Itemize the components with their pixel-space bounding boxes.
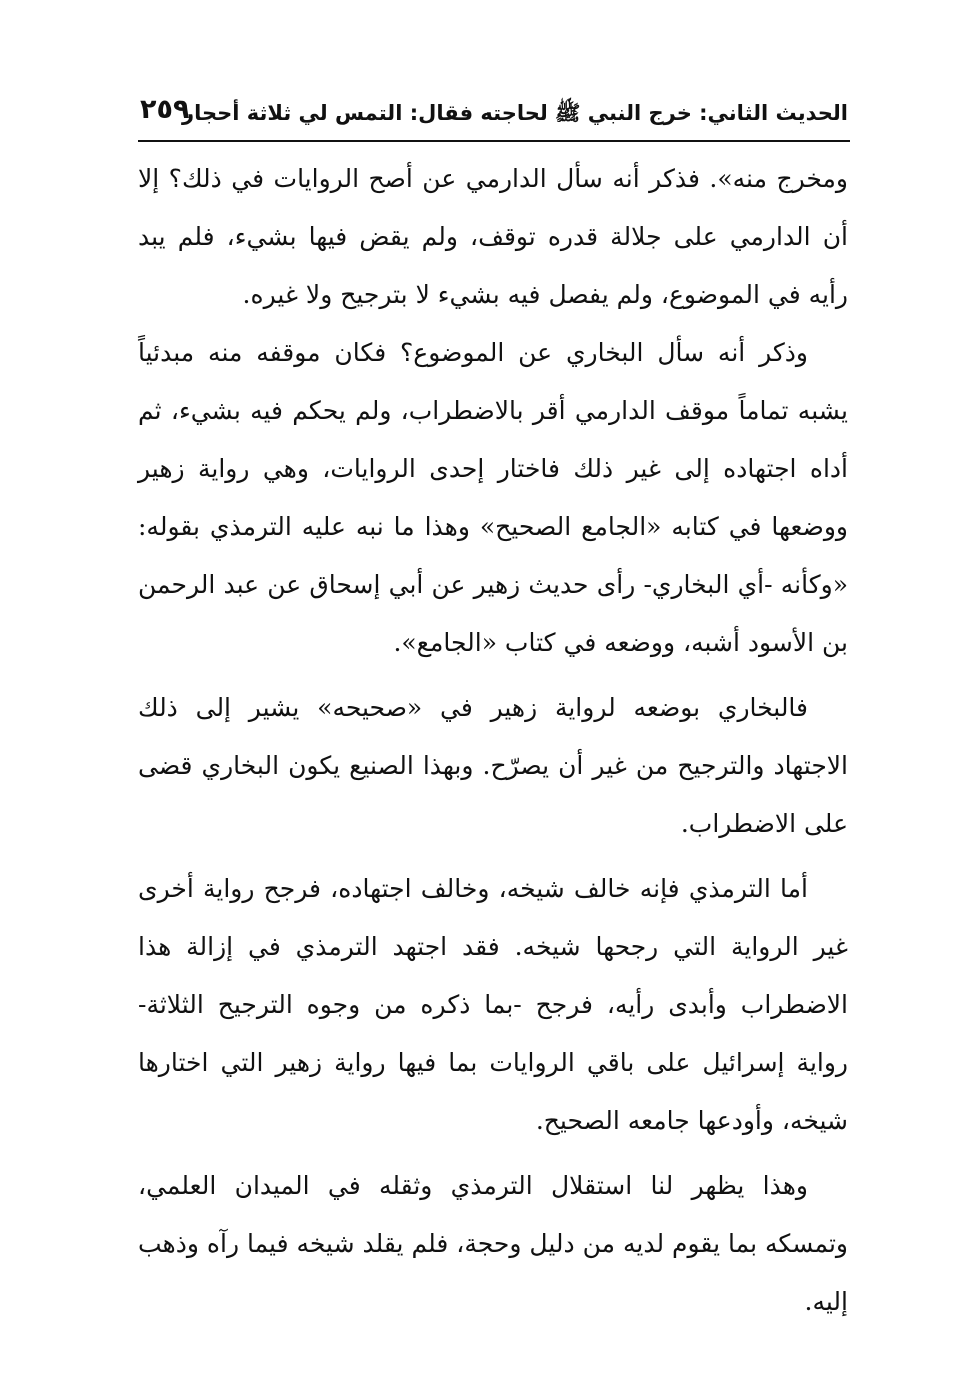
page-number: ٢٥٩: [140, 94, 190, 125]
header-divider: [138, 140, 850, 142]
paragraph-bukhari-placement: فالبخاري بوضعه لرواية زهير في «صحيحه» يشير إلى ذلك الاجتهاد والترجيح من غير أن يصرّح. وبهذا الصنيع يكون البخاري قضى على الاضطراب.: [138, 693, 848, 838]
body-text: [138, 150, 848, 1331]
paragraph-tirmidhi-preference: أما الترمذي فإنه خالف شيخه، وخالف اجتهاده، فرجح رواية أخرى غير الرواية التي رجحها شيخه. فقد اجتهد الترمذي في إزالة هذا الاضطراب وأبدى رأيه، فرجح -بما ذكره من وجوه الترجيح الثلاثة- رواية إسرائيل على باقي الروايات بما فيها رواية زهير التي اختارها شيخه، وأودعها جامعه الصحيح.: [138, 874, 848, 1135]
running-title: الحديث الثاني: خرج النبي ﷺ لحاجته فقال: التمس لي ثلاثة أحجار: [182, 101, 848, 125]
page-header: [138, 92, 848, 134]
paragraph-tirmidhi-independence: وهذا يظهر لنا استقلال الترمذي وثقله في الميدان العلمي، وتمسكه بما يقوم لديه من دليل وحجة، فلم يقلد شيخه فيما رآه وذهب إليه.: [138, 1171, 848, 1316]
paragraph-continuation: ومخرج منه». فذكر أنه سأل الدارمي عن أصح الروايات في ذلك؟ إلا أن الدارمي على جلالة قدره توقف، ولم يقض فيها بشيء، فلم يبد رأيه في الموضوع، ولم يفصل فيه بشيء لا بترجيح ولا غيره.: [138, 164, 848, 309]
paragraph-bukhari-position: وذكر أنه سأل البخاري عن الموضوع؟ فكان موقفه منه مبدئياً يشبه تماماً موقف الدارمي أقر بالاضطراب، ولم يحكم فيه بشيء، ثم أداه اجتهاده إلى غير ذلك فاختار إحدى الروايات، وهي رواية زهير ووضعها في كتابه «الجامع الصحيح» وهذا ما نبه عليه الترمذي بقوله: «وكأنه -أي البخاري- رأى حديث زهير عن أبي إسحاق عن عبد الرحمن بن الأسود أشبه، ووضعه في كتاب «الجامع».: [138, 338, 848, 657]
